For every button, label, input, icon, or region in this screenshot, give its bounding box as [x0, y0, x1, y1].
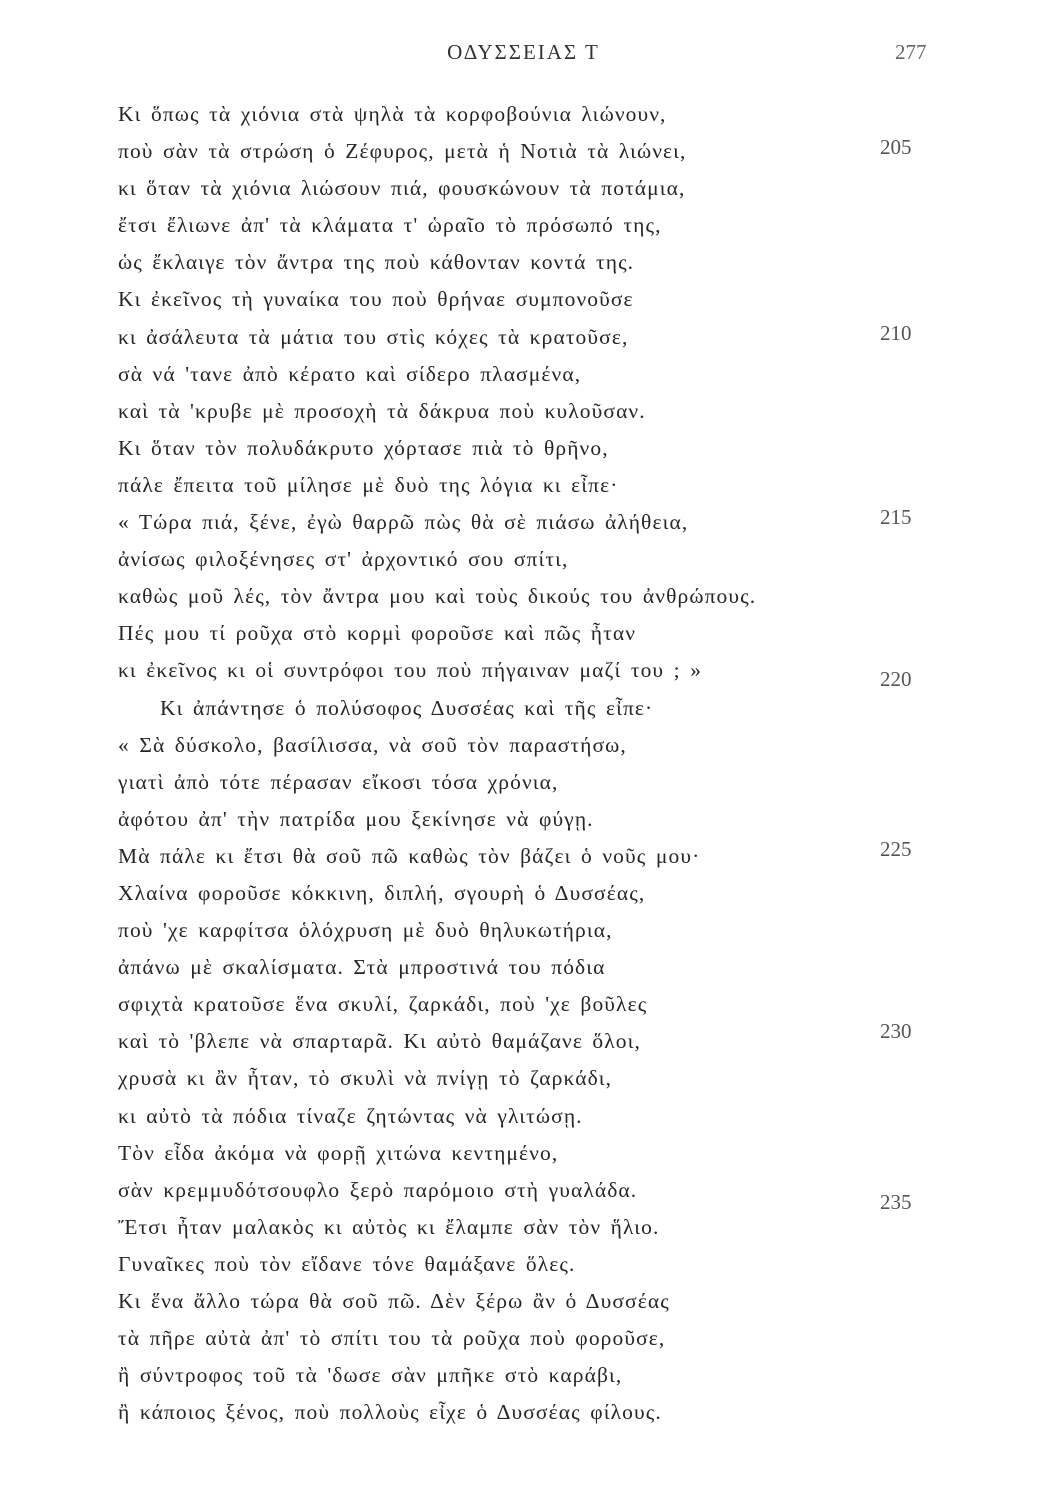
verse-line: ἀφότου ἀπ' τὴν πατρίδα μου ξεκίνησε νὰ φύγῃ. [118, 806, 594, 831]
verse-line: σὰν κρεμμυδότσουφλο ξερὸ παρόμοιο στὴ γυαλάδα. [118, 1177, 638, 1202]
verse-line: ἀνίσως φιλοξένησες στ' ἀρχοντικό σου σπίτι, [118, 547, 569, 572]
book-title-header: ΟΔΥΣΣΕΙΑΣ Τ [447, 40, 600, 64]
verse-line: ἔτσι ἔλιωνε ἀπ' τὰ κλάματα τ' ὡραῖο τὸ πρόσωπό της, [118, 213, 662, 238]
verse-line: Πές μου τί ροῦχα στὸ κορμὶ φοροῦσε καὶ πῶς ἦταν [118, 621, 637, 646]
verse-line: πάλε ἔπειτα τοῦ μίλησε μὲ δυὸ της λόγια κι εἶπε· [118, 472, 619, 497]
line-number-230: 230 [880, 1019, 912, 1043]
verse-line: καὶ τὸ 'βλεπε νὰ σπαρταρᾶ. Κι αὐτὸ θαμάζανε ὅλοι, [118, 1029, 642, 1054]
verse-line: Κι ἕνα ἄλλο τώρα θὰ σοῦ πῶ. Δὲν ξέρω ἂν ὁ Δυσσέας [118, 1289, 670, 1313]
line-number-235: 235 [880, 1190, 912, 1214]
verse-line: καθὼς μοῦ λές, τὸν ἄντρα μου καὶ τοὺς δικούς του ἀνθρώπους. [118, 584, 757, 609]
verse-line: γιατὶ ἀπὸ τότε πέρασαν εἴκοσι τόσα χρόνια, [118, 769, 559, 794]
verse-line: Κι ὅταν τὸν πολυδάκρυτο χόρτασε πιὰ τὸ θρῆνο, [118, 435, 609, 460]
verse-line: καὶ τὰ 'κρυβε μὲ προσοχὴ τὰ δάκρυα ποὺ κυλοῦσαν. [118, 398, 646, 423]
line-number-205: 205 [880, 135, 912, 159]
verse-line: ἢ κάποιος ξένος, ποὺ πολλοὺς εἶχε ὁ Δυσσέας φίλους. [118, 1400, 662, 1425]
verse-line: σφιχτὰ κρατοῦσε ἕνα σκυλί, ζαρκάδι, ποὺ 'χε βοῦλες [118, 992, 648, 1017]
verse-line: ποὺ 'χε καρφίτσα ὁλόχρυση μὲ δυὸ θηλυκωτήρια, [118, 918, 613, 943]
verse-line: κι ἀσάλευτα τὰ μάτια του στὶς κόχες τὰ κρατοῦσε, [118, 324, 629, 349]
verse-line: ἢ σύντροφος τοῦ τὰ 'δωσε σὰν μπῆκε στὸ καράβι, [118, 1363, 623, 1388]
verse-line-indented: Κι ἀπάντησε ὁ πολύσοφος Δυσσέας καὶ τῆς εἶπε· [160, 695, 654, 720]
verse-line: Κι ἐκεῖνος τὴ γυναίκα του ποὺ θρήναε συμπονοῦσε [118, 287, 634, 312]
verse-line: Ἔτσι ἦταν μαλακὸς κι αὐτὸς κι ἔλαμπε σὰν τὸν ἥλιο. [118, 1214, 660, 1239]
verse-line: τὰ πῆρε αὐτὰ ἀπ' τὸ σπίτι του τὰ ροῦχα ποὺ φοροῦσε, [118, 1326, 666, 1351]
line-number-225: 225 [880, 837, 912, 861]
verse-line: ἀπάνω μὲ σκαλίσματα. Στὰ μπροστινά του πόδια [118, 955, 606, 980]
line-number-220: 220 [880, 667, 912, 691]
verse-line: Τὸν εἶδα ἀκόμα νὰ φορῇ χιτώνα κεντημένο, [118, 1140, 559, 1165]
verse-line: « Τώρα πιά, ξένε, ἐγὼ θαρρῶ πὼς θὰ σὲ πιάσω ἀλήθεια, [118, 510, 689, 535]
verse-line: ποὺ σὰν τὰ στρώση ὁ Ζέφυρος, μετὰ ἡ Νοτιὰ τὰ λιώνει, [118, 139, 687, 164]
verse-line: Γυναῖκες ποὺ τὸν εἴδανε τόνε θαμάξανε ὅλες. [118, 1251, 576, 1276]
verse-line: Κι ὅπως τὰ χιόνια στὰ ψηλὰ τὰ κορφοβούνια λιώνουν, [118, 102, 667, 126]
verse-line: σὰ νά 'τανε ἀπὸ κέρατο καὶ σίδερο πλασμένα, [118, 361, 582, 386]
verse-line: Μὰ πάλε κι ἔτσι θὰ σοῦ πῶ καθὼς τὸν βάζει ὁ νοῦς μου· [118, 843, 701, 868]
running-head [0, 40, 1047, 70]
line-number-210: 210 [880, 321, 912, 345]
verse-line: « Σὰ δύσκολο, βασίλισσα, νὰ σοῦ τὸν παραστήσω, [118, 732, 627, 757]
page-number: 277 [895, 40, 927, 64]
verse-line: κι αὐτὸ τὰ πόδια τίναζε ζητώντας νὰ γλιτώσῃ. [118, 1103, 583, 1128]
verse-line: ὡς ἔκλαιγε τὸν ἄντρα της ποὺ κάθονταν κοντά της. [118, 250, 635, 275]
verse-line: κι ἐκεῖνος κι οἱ συντρόφοι του ποὺ πήγαιναν μαζί του ; » [118, 658, 703, 683]
verse-line: χρυσὰ κι ἂν ἦταν, τὸ σκυλὶ νὰ πνίγῃ τὸ ζαρκάδι, [118, 1066, 613, 1091]
verse-text-block [118, 96, 878, 1431]
line-number-215: 215 [880, 505, 912, 529]
verse-line: κι ὅταν τὰ χιόνια λιώσουν πιά, φουσκώνουν τὰ ποτάμια, [118, 176, 686, 201]
verse-line: Χλαίνα φοροῦσε κόκκινη, διπλή, σγουρὴ ὁ Δυσσέας, [118, 880, 646, 905]
